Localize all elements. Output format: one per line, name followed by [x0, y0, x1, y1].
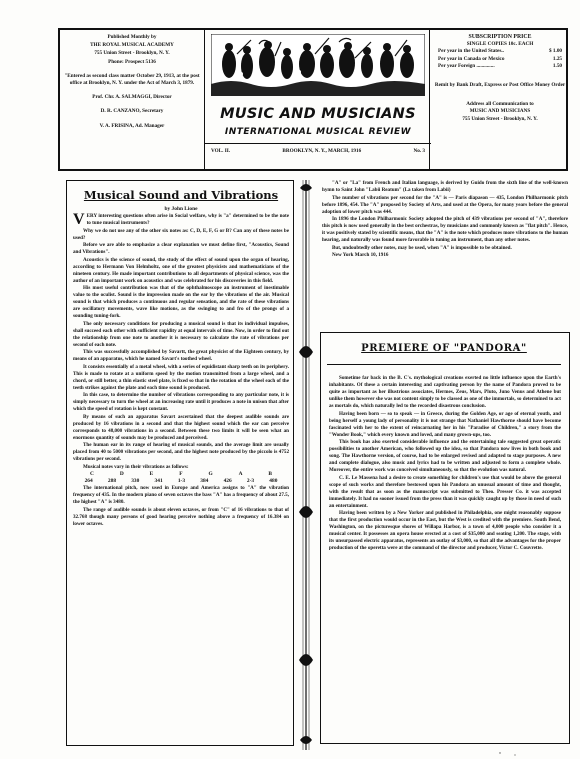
paragraph: By means of such an apparatus Savart ascertained that the deepest audible sounds are produced by 16 vibrations in a second and that the highest sound which the ear can perceive corresponds to 48,000 vibrations in a second. Between these two limits it will be seen what an enormous quantity of sounds may be produced and perceived. — [73, 413, 289, 441]
notes-row: C D E F G A B — [89, 471, 273, 477]
paragraph: Having been born — so to speak — in Greece, during the Golden Age, or age of eternal youth, and being herself a young lady of personality it is not strange that Nathaniel Hawthorne should have become fascinated with her to the extent of reincarnating her in his "Paradise of Children," a story from the "Wonder Book," which every known and loved, and many grown-ups, too. — [329, 410, 561, 438]
paragraph: The number of vibrations per second for the "A" is — Paris diapason — 435, London Philharmonic pitch before 1896, 454. The "A" proposed by Society of Arts, and used at the Opera, for many years before the general adoption of lower pitch was 444. — [322, 194, 568, 215]
paragraph: In 1896 the London Philharmonic Society adopted the pitch of 439 vibrations per second of "A", therefore this pitch is now used generally in the best orchestras, by musicians and commonly known as "flat pitch". Hence, it was positively stated by scientific means, that the "A" is the note which produces more vibrations to the human hearing, and naturally was found more favorable in tuning an instrument, than any other notes. — [322, 216, 568, 243]
address-street: 755 Union Street - Brooklyn, N. Y. — [462, 115, 538, 122]
drop-cap: V — [73, 211, 85, 228]
article-title: Musical Sound and Vibrations — [83, 188, 279, 202]
article-body: VERY interesting questions often arise in Social welfare, why is "a" determined to be the note to tune musical instruments? Why we do not use any of the other six notes as: C, D, E, F, G or B? Can any of these notes be used? Before we are able to emphasize a clear explanation we must define first, "Acoustics, Sound and Vibrations". Acoustics is the science of sound, the study of the effect of sound upon the organ of hearing, according to Hermann Von Helmholtz, one of the greatest physicists and mathematicians of the nineteen century. He made important contributions to all departments of physical science, was the author of an important work on acoustics and was celebrated for his discoveries in this field. His most useful contribution was that of the ophthalmoscope an instrument of inestimable value to the oculist. Sound is the impression made on the ear by the vibrations of the air. Musical sound is that which produces a continuous and regular sensation, and the rate of these vibrations are oscillatory movements, wave like motions, as the swinging to and fro of the prongs of a sounding tuning-fork. The only necessary conditions for producing a musical sound is that its individual impulses, shall succeed each other with sufficient rapidity at equal intervals of time. Now, in order to find out the relationship from one note to another it is necessary to calculate the rate of vibrations per second of each note. This was successfully accomplished by Savartt, the great physicist of the Eighteen century, by means of an apparatus, which he named Savart's toothed wheel. It consists essentially of a metal wheel, with a series of equidistant sharp teeth on its periphery. This is made to rotate at a uniform speed by the motion transmitted from a large wheel, and a chord, or still better, a thin elastic steel plate, is fixed so that in the rotation of the wheel each of the teeth strikes against the plate and each time sound is produced. In this case, to determine the number of vibrations corresponding to any particular note, it is simply necessary to turn the wheel at an increasing rate until it produces a note in unison that after which the speed of rotation is kept constant. By means of such an apparatus Savart ascertained that the deepest audible sounds are produced by 16 vibrations in a second and that the highest sound which the ear can perceive corresponds to 48,000 vibrations in a second. Between these two limits it will be seen what an enormous quantity of sounds may be produced and perceived. The human ear in its range of hearing of musical sounds, and the average limit are usually placed from 40 to 5000 vibrations per second, and the highest note produced by the piccolo is 4752 vibrations per second. Musical notes vary in their vibrations as follows: C D E F G A B 264 288 330 341 1-3 384 426 2-3 480 The international pitch, now used in Europe and America assigns to "A" the vibration frequency of 435. In the modern piano of seven octaves the bass "A" has a frequency of about 27.5, the highest "A" is 3480. The range of audible sounds is about eleven octaves, or from "C" of 16 vibrations to that of 32.768 though many persons of good hearing perceive nothing above a frequency of 16.384 on lower octaves. — [73, 211, 289, 527]
pandora-body — [329, 375, 561, 553]
manager-line: V. A. FRISINA, Ad. Manager — [99, 122, 165, 129]
issue-line — [211, 148, 425, 154]
single-copies: SINGLE COPIES 10c. EACH — [466, 41, 534, 48]
address-head: Address all Communication to — [466, 101, 534, 108]
paragraph: "A" or "La" from French and Italian language, is derived by Guido from the sixth line of the well-known hymn to Saint John "Labii Reatum" (La taken from Labii) — [322, 180, 568, 193]
paragraph: The only necessary conditions for producing a musical sound is that its individual impulses, shall succeed each other with sufficient rapidity at equal intervals of time. Now, in order to find out the relationship from one note to another it is necessary to calculate the rate of vibrations per second of each note. — [73, 320, 289, 348]
paragraph: C. E. Le Massena had a desire to create something for children's use that would be above the general scope of such works and therefore bestowed upon his Pandora an unusual amount of time and thought, with the result that as soon as the manuscript was submitted to Theo. Presser Co. it was accepted immediately. It had no sooner issued from the press than it was quickly caught up by those in need of such an entertainment. — [329, 474, 561, 509]
page-edge-specks — [0, 750, 580, 759]
paragraph: It consists essentially of a metal wheel, with a series of equidistant sharp teeth on its periphery. This is made to rotate at a uniform speed by the motion transmitted from a large wheel, and a chord, or still better, a thin elastic steel plate, is fixed so that in the rotation of the wheel each of the teeth strikes against the plate and each time sound is produced. — [73, 363, 289, 391]
ornamental-divider — [296, 180, 316, 750]
article-pandora — [320, 332, 570, 744]
paragraph: Musical notes vary in their vibrations as follows: — [83, 463, 189, 470]
price-row: Per year Foreign .............. 1.50 — [438, 62, 562, 69]
pandora-title: PREMIERE OF "PANDORA" — [361, 343, 527, 354]
publisher-address: 755 Union Street - Brooklyn, N. Y. — [94, 50, 170, 57]
paragraph: But, undoubtedly other notes, may be used, when "A" is impossible to be obtained. — [332, 244, 512, 251]
address-name: MUSIC AND MUSICIANS — [469, 108, 531, 115]
masthead-title: MUSIC AND MUSICIANS — [220, 106, 416, 122]
paragraph: The international pitch, now used in Europe and America assigns to "A" the vibration frequency of 435. In the modern piano of seven octaves the bass "A" has a frequency of about 27.5, the highest "A" is 3480. — [73, 485, 289, 505]
price-row: Per year in Canada or Mexico 1.25 — [438, 55, 562, 62]
price-row: Per year in the United States.. $ 1.00 — [438, 48, 562, 55]
remit-notice: Remit by Bank Draft, Express or Post Office Money Order — [434, 82, 566, 89]
masthead-publisher-block — [64, 34, 200, 131]
publisher-name: THE ROYAL MUSICAL ACADEMY — [90, 42, 174, 49]
paragraph: Having been written by a New Yorker and published in Philadelphia, one might reasonably suppose that the first production would occur in the East, but the West is credited with the premiere. South Bend, Washington, on the picturesque shores of Willapa Harbor, is a town of 4,000 people who consider it a musical center. It possesses an opera house erected at a cost of $35,000 and seating 1,200. The stage, with its unsurpassed electric apparatus, represents an outlay of $3,000, so that all the advantages for the proper production of the operetta were at the command of the director and producer, Victor C. Couvrette. — [329, 510, 561, 551]
entry-notice: "Entered as second class matter October 29, 1913, at the post office at Brooklyn, N. Y. under the Act of March 3, 1879. — [64, 72, 200, 87]
paragraph: Acoustics is the science of sound, the study of the effect of sound upon the organ of hearing, according to Hermann Von Helmholtz, one of the greatest physicists and mathematicians of the nineteen century. He made important contributions to all departments of physical science, was the author of an important work on acoustics and was celebrated for his discoveries in this field. — [73, 256, 289, 284]
article-dateline: New York March 10, 1916 — [332, 252, 389, 258]
masthead-subscription-block — [434, 34, 566, 123]
masthead-subtitle: INTERNATIONAL MUSICAL REVIEW — [224, 127, 412, 137]
issue-dateline: BROOKLYN, N. Y., MARCH, 1916 — [282, 148, 362, 154]
paragraph: The range of audible sounds is about eleven octaves, or from "C" of 16 vibrations to that of 32.768 though many persons of good hearing perceive nothing above a frequency of 16.384 on lower octaves. — [73, 506, 289, 527]
subscription-head: SUBSCRIPTION PRICE — [468, 34, 532, 40]
article-musical-sound — [66, 180, 294, 746]
publisher-phone: Phone: Prospect 5136 — [108, 58, 156, 65]
paragraph: The human ear in its range of hearing of musical sounds, and the average limit are usually placed from 40 to 5000 vibrations per second, and the highest note produced by the piccolo is 4752 vibrations per second. — [73, 442, 289, 462]
paragraph: His most useful contribution was that of the ophthalmoscope an instrument of inestimable value to the oculist. Sound is the impression made on the ear by the vibrations of the air. Musical sound is that which produces a continuous and regular sensation, and the rate of these vibrations are oscillatory movements, wave like motions, as the swinging to and fro of the prongs of a sounding tuning-fork. — [73, 285, 289, 319]
paragraph: In this case, to determine the number of vibrations corresponding to any particular note, it is simply necessary to turn the wheel at an increasing rate until it produces a note in unison that after which the speed of rotation is kept constant. — [73, 392, 289, 412]
paragraph: This book has also exerted considerable influence and the entertaining tale suggested great operatic possibilities to another American, who followed up the idea, so that Pandora now lives in both book and song. The Hawthorne version, of course, had to be enlarged revised and adapted to stage purposes. A new and complete dialogue, also music and lyrics had to be written and adjusted to form a complete whole. Moreover, the entire work was conceived simultaneously, so that the evolution was natural. — [329, 439, 561, 473]
right-column — [318, 180, 572, 746]
paragraph: Why we do not use any of the other six notes as: C, D, E, F, G or B? Can any of these notes be used? — [73, 227, 289, 241]
paragraph: This was successfully accomplished by Savartt, the great physicist of the Eighteen century, by means of an apparatus, which he named Savart's toothed wheel. — [73, 349, 289, 362]
paragraph: Sometime far back in the B. C's. mythological creations exerted no little influence upon the Earth's inhabitants. Of these a certain interesting and captivating person by the name of Pandora proved to be quite as important as her illustrious associates, Hermes, Zeus, Mars, Pluto, Juno Venus and Athene but unlike them however she was not content simply to be classed as one of the immortals, so determined to act as mortals do, which naturally led to the recorded disastrous conclusion. — [329, 375, 561, 409]
director-line: Prof. Chr. A. SALMAGGI, Director — [92, 94, 172, 101]
article-continuation — [322, 180, 568, 260]
vibrations-row: 264 288 330 341 1-3 384 426 2-3 480 — [84, 478, 278, 484]
paragraph: Before we are able to emphasize a clear explanation we must define first, "Acoustics, Sound and Vibrations". — [73, 242, 289, 255]
publisher-line: Published Monthly by — [107, 34, 157, 40]
masthead — [58, 28, 568, 171]
volume-label: VOL. II. — [211, 148, 231, 154]
issue-number: No. 3 — [413, 148, 425, 154]
musicians-frieze-image — [211, 34, 425, 96]
article-byline: by John Lione — [164, 206, 198, 212]
masthead-title-block — [204, 30, 430, 169]
secretary-line: D. R. CANZANO, Secretary — [100, 108, 164, 115]
